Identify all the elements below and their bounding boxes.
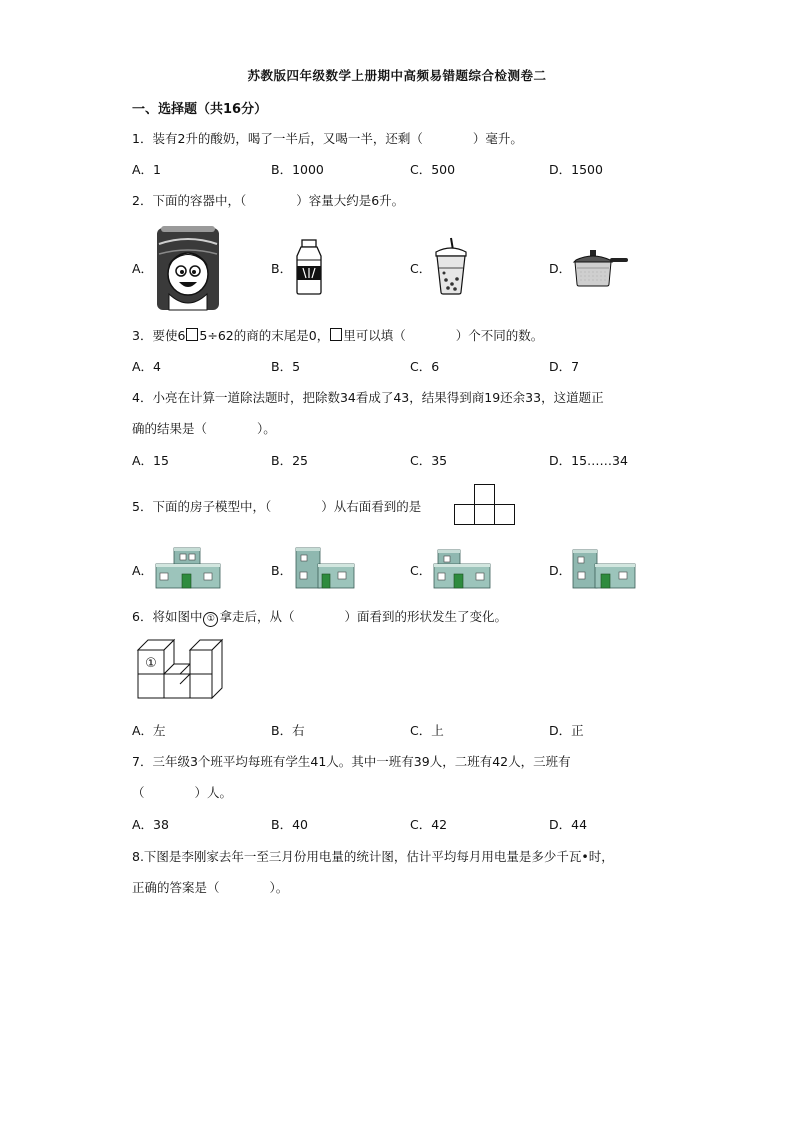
q4-option-d[interactable]: D．15……34 — [549, 453, 628, 468]
q6-option-c[interactable]: C．上 — [410, 723, 444, 738]
question-3 — [132, 327, 543, 345]
q1-option-b[interactable]: B．1000 — [271, 162, 324, 177]
q7-option-b[interactable]: B．40 — [271, 817, 308, 832]
q6-text-before: 6．将如图中 — [132, 609, 203, 624]
q3-option-a[interactable]: A．4 — [132, 359, 162, 374]
q2-option-d[interactable]: D． — [549, 261, 572, 276]
q3-text-before: 3．要使6 — [132, 328, 186, 343]
question-8-line-2: 正确的答案是（ ）。 — [132, 880, 289, 895]
question-2: 2．下面的容器中，（ ）容量大约是6升。 — [132, 193, 405, 208]
question-7-line-2: （ ）人。 — [132, 785, 233, 800]
question-8-line-1: 8.下图是李刚家去年一至三月份用电量的统计图，估计平均每月用电量是多少千瓦•时， — [132, 849, 614, 864]
q5-text-before: 5．下面的房子模型中，（ ）从右面看到的是 — [132, 499, 422, 514]
q5-option-b[interactable]: B． — [271, 563, 293, 578]
cube-stack-figure — [136, 636, 226, 702]
q6-option-b[interactable]: B．右 — [271, 723, 305, 738]
q5-option-c[interactable]: C． — [410, 563, 432, 578]
q1-option-c[interactable]: C．500 — [410, 162, 456, 177]
q3-option-d[interactable]: D．7 — [549, 359, 580, 374]
q5-option-a[interactable]: A． — [132, 563, 154, 578]
q3-text-after: 里可以填（ ）个不同的数。 — [343, 328, 544, 343]
bubble-tea-cup-image — [433, 236, 469, 296]
q2-option-c[interactable]: C． — [410, 261, 432, 276]
q4-option-c[interactable]: C．35 — [410, 453, 448, 468]
q7-option-a[interactable]: A．38 — [132, 817, 169, 832]
svg-text:①: ① — [145, 656, 157, 671]
section-heading: 一、选择题（共16分） — [132, 102, 268, 117]
question-5 — [132, 498, 496, 516]
q3-text-mid: 5÷62的商的末尾是0， — [199, 328, 330, 343]
milk-bottle-image — [294, 238, 324, 296]
q6-option-d[interactable]: D．正 — [549, 723, 584, 738]
q6-text-after: 拿走后，从（ ）面看到的形状发生了变化。 — [219, 609, 507, 624]
q6-marker: ① — [203, 612, 218, 627]
q3-option-b[interactable]: B．5 — [271, 359, 301, 374]
house-model-c — [432, 548, 492, 590]
pressure-cooker-image — [572, 248, 630, 288]
q1-option-a[interactable]: A．1 — [132, 162, 162, 177]
q7-option-d[interactable]: D．44 — [549, 817, 588, 832]
question-7-line-1: 7．三年级3个班平均每班有学生41人。其中一班有39人，二班有42人，三班有 — [132, 754, 571, 769]
q2-option-a[interactable]: A． — [132, 261, 154, 276]
drink-can-image — [155, 224, 221, 312]
question-4-line-2: 确的结果是（ ）。 — [132, 421, 276, 436]
q5-option-d[interactable]: D． — [549, 563, 572, 578]
house-model-a — [154, 546, 222, 590]
q6-option-a[interactable]: A．左 — [132, 723, 166, 738]
q1-option-d[interactable]: D．1500 — [549, 162, 603, 177]
right-view-shape — [454, 483, 516, 527]
q3-option-c[interactable]: C．6 — [410, 359, 440, 374]
question-1: 1．装有2升的酸奶，喝了一半后，又喝一半，还剩（ ）毫升。 — [132, 131, 523, 146]
blank-box-icon — [330, 328, 342, 341]
q4-option-b[interactable]: B．25 — [271, 453, 308, 468]
house-model-b — [294, 546, 356, 590]
q4-option-a[interactable]: A．15 — [132, 453, 169, 468]
page-title: 苏教版四年级数学上册期中高频易错题综合检测卷二 — [247, 68, 547, 83]
question-4-line-1: 4．小亮在计算一道除法题时，把除数34看成了43，结果得到商19还余33，这道题正 — [132, 390, 604, 405]
house-model-d — [571, 548, 637, 590]
question-6 — [132, 608, 507, 627]
q2-option-b[interactable]: B． — [271, 261, 293, 276]
q7-option-c[interactable]: C．42 — [410, 817, 448, 832]
blank-box-icon — [186, 328, 198, 341]
